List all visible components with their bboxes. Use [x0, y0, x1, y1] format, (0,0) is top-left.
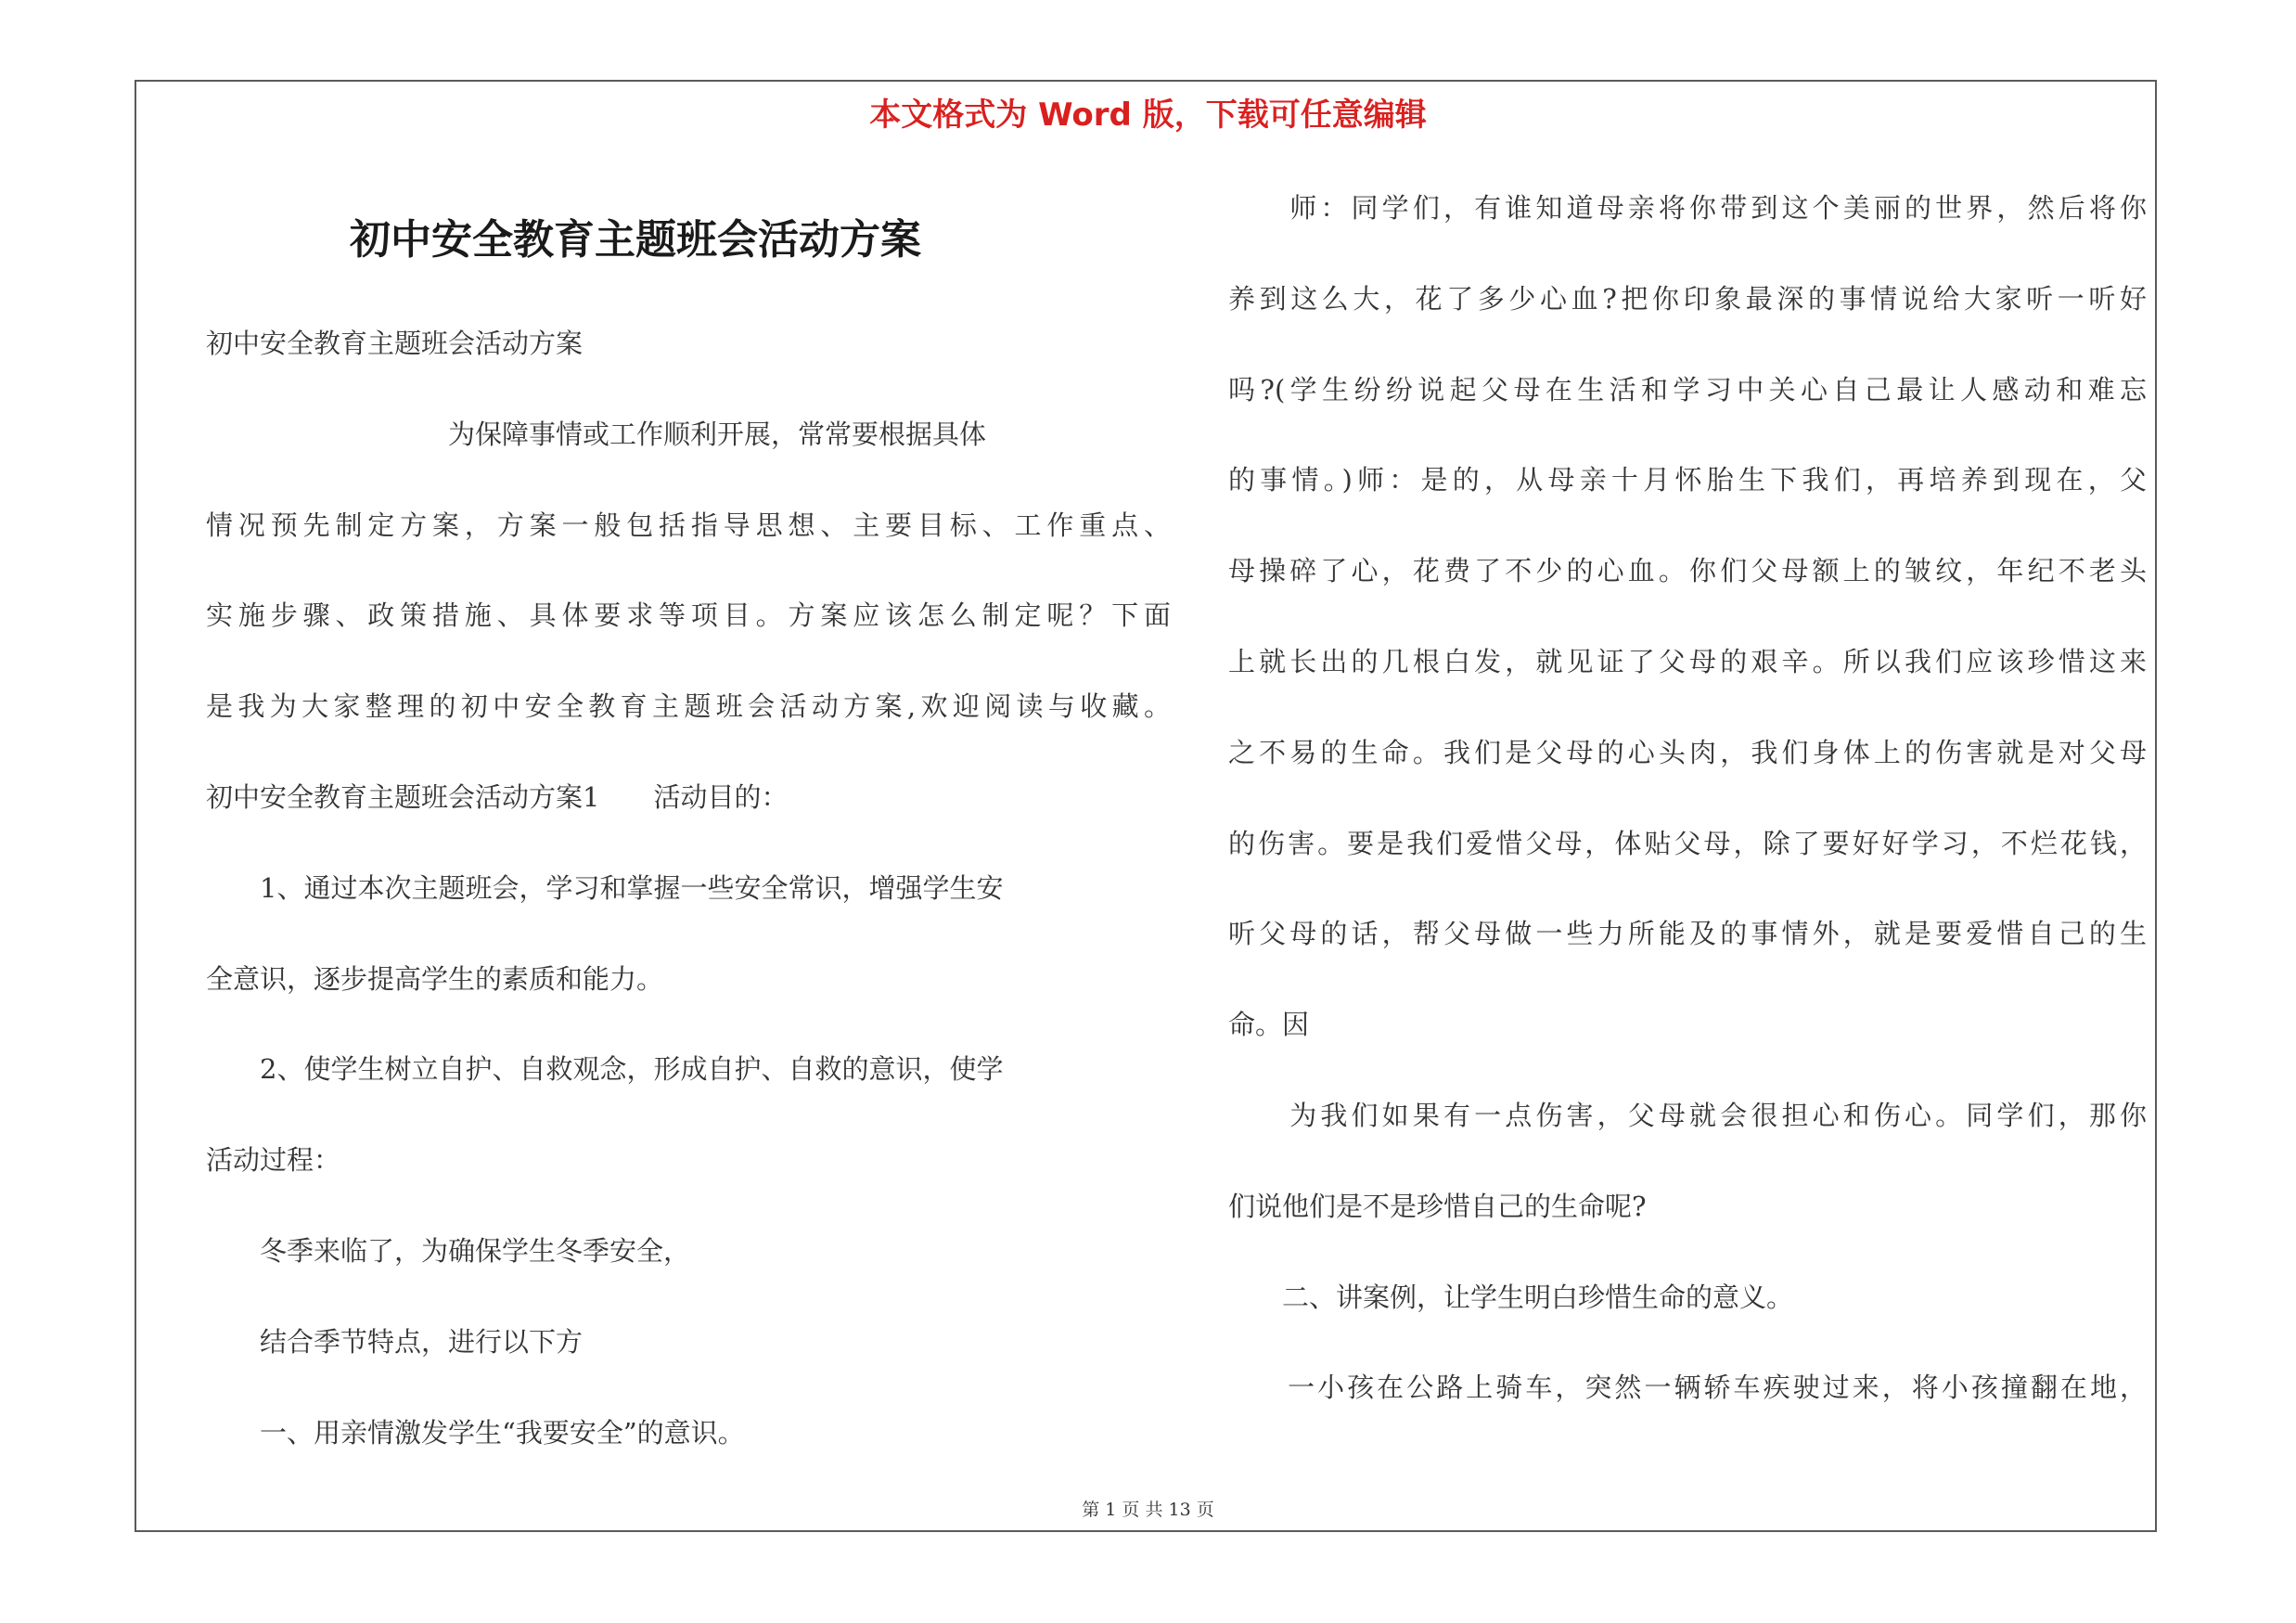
paragraph-line: 冬季来临了，为确保学生冬季安全，	[206, 1234, 691, 1267]
paragraph-line: 的事情。)师：是的，从母亲十月怀胎生下我们，再培养到现在，父	[1228, 464, 2147, 496]
paragraph-line: 的伤害。要是我们爱惜父母，体贴父母，除了要好好学习，不烂花钱，	[1228, 827, 2147, 859]
paragraph-line: 二、讲案例，让学生明白珍惜生命的意义。	[1228, 1281, 1794, 1313]
page-number-footer: 第 1 页 共 13 页	[1082, 1500, 1214, 1520]
paragraph-line: 实施步骤、政策措施、具体要求等项目。方案应该怎么制定呢？下面	[206, 599, 1171, 632]
paragraph-line: 之不易的生命。我们是父母的心头肉，我们身体上的伤害就是对父母	[1228, 736, 2147, 768]
paragraph-line: 养到这么大，花了多少心血?把你印象最深的事情说给大家听一听好	[1228, 282, 2147, 315]
paragraph-line: 2、使学生树立自护、自救观念，形成自护、自救的意识，使学	[206, 1053, 1004, 1086]
paragraph-line: 情况预先制定方案，方案一般包括指导思想、主要目标、工作重点、	[206, 509, 1171, 541]
paragraph-line: 一小孩在公路上骑车，突然一辆轿车疾驶过来，将小孩撞翻在地，	[1228, 1372, 2147, 1404]
format-banner: 本文格式为 Word 版，下载可任意编辑	[869, 97, 1427, 134]
paragraph-line: 1、通过本次主题班会，学习和掌握一些安全常识，增强学生安	[206, 871, 1004, 904]
paragraph-line: 听父母的话，帮父母做一些力所能及的事情外，就是要爱惜自己的生	[1228, 918, 2147, 950]
paragraph-line: 初中安全教育主题班会活动方案	[206, 328, 584, 359]
paragraph-line: 为我们如果有一点伤害，父母就会很担心和伤心。同学们，那你	[1228, 1099, 2147, 1131]
paragraph-line: 一、用亲情激发学生“我要安全”的意识。	[206, 1416, 745, 1449]
paragraph-line: 师：同学们，有谁知道母亲将你带到这个美丽的世界，然后将你	[1228, 192, 2147, 224]
paragraph-line: 活动过程：	[206, 1144, 341, 1177]
paragraph-line: 上就长出的几根白发，就见证了父母的艰辛。所以我们应该珍惜这来	[1228, 645, 2147, 677]
document-title: 初中安全教育主题班会活动方案	[350, 216, 921, 264]
paragraph-line: 初中安全教育主题班会活动方案1 活动目的：	[206, 780, 789, 813]
paragraph-line: 结合季节特点，进行以下方	[206, 1325, 584, 1358]
paragraph-line: 为保障事情或工作顺利开展，常常要根据具体	[206, 418, 987, 450]
paragraph-line: 吗?(学生纷纷说起父母在生活和学习中关心自己最让人感动和难忘	[1228, 373, 2147, 406]
left-column	[206, 299, 1171, 1478]
paragraph-line: 是我为大家整理的初中安全教育主题班会活动方案,欢迎阅读与收藏。	[206, 690, 1171, 723]
right-column	[1228, 163, 2147, 1434]
paragraph-line: 命。因	[1228, 1009, 1310, 1041]
paragraph-line: 全意识，逐步提高学生的素质和能力。	[206, 962, 664, 995]
paragraph-line: 们说他们是不是珍惜自己的生命呢?	[1228, 1190, 1647, 1222]
paragraph-line: 母操碎了心，花费了不少的心血。你们父母额上的皱纹，年纪不老头	[1228, 555, 2147, 587]
